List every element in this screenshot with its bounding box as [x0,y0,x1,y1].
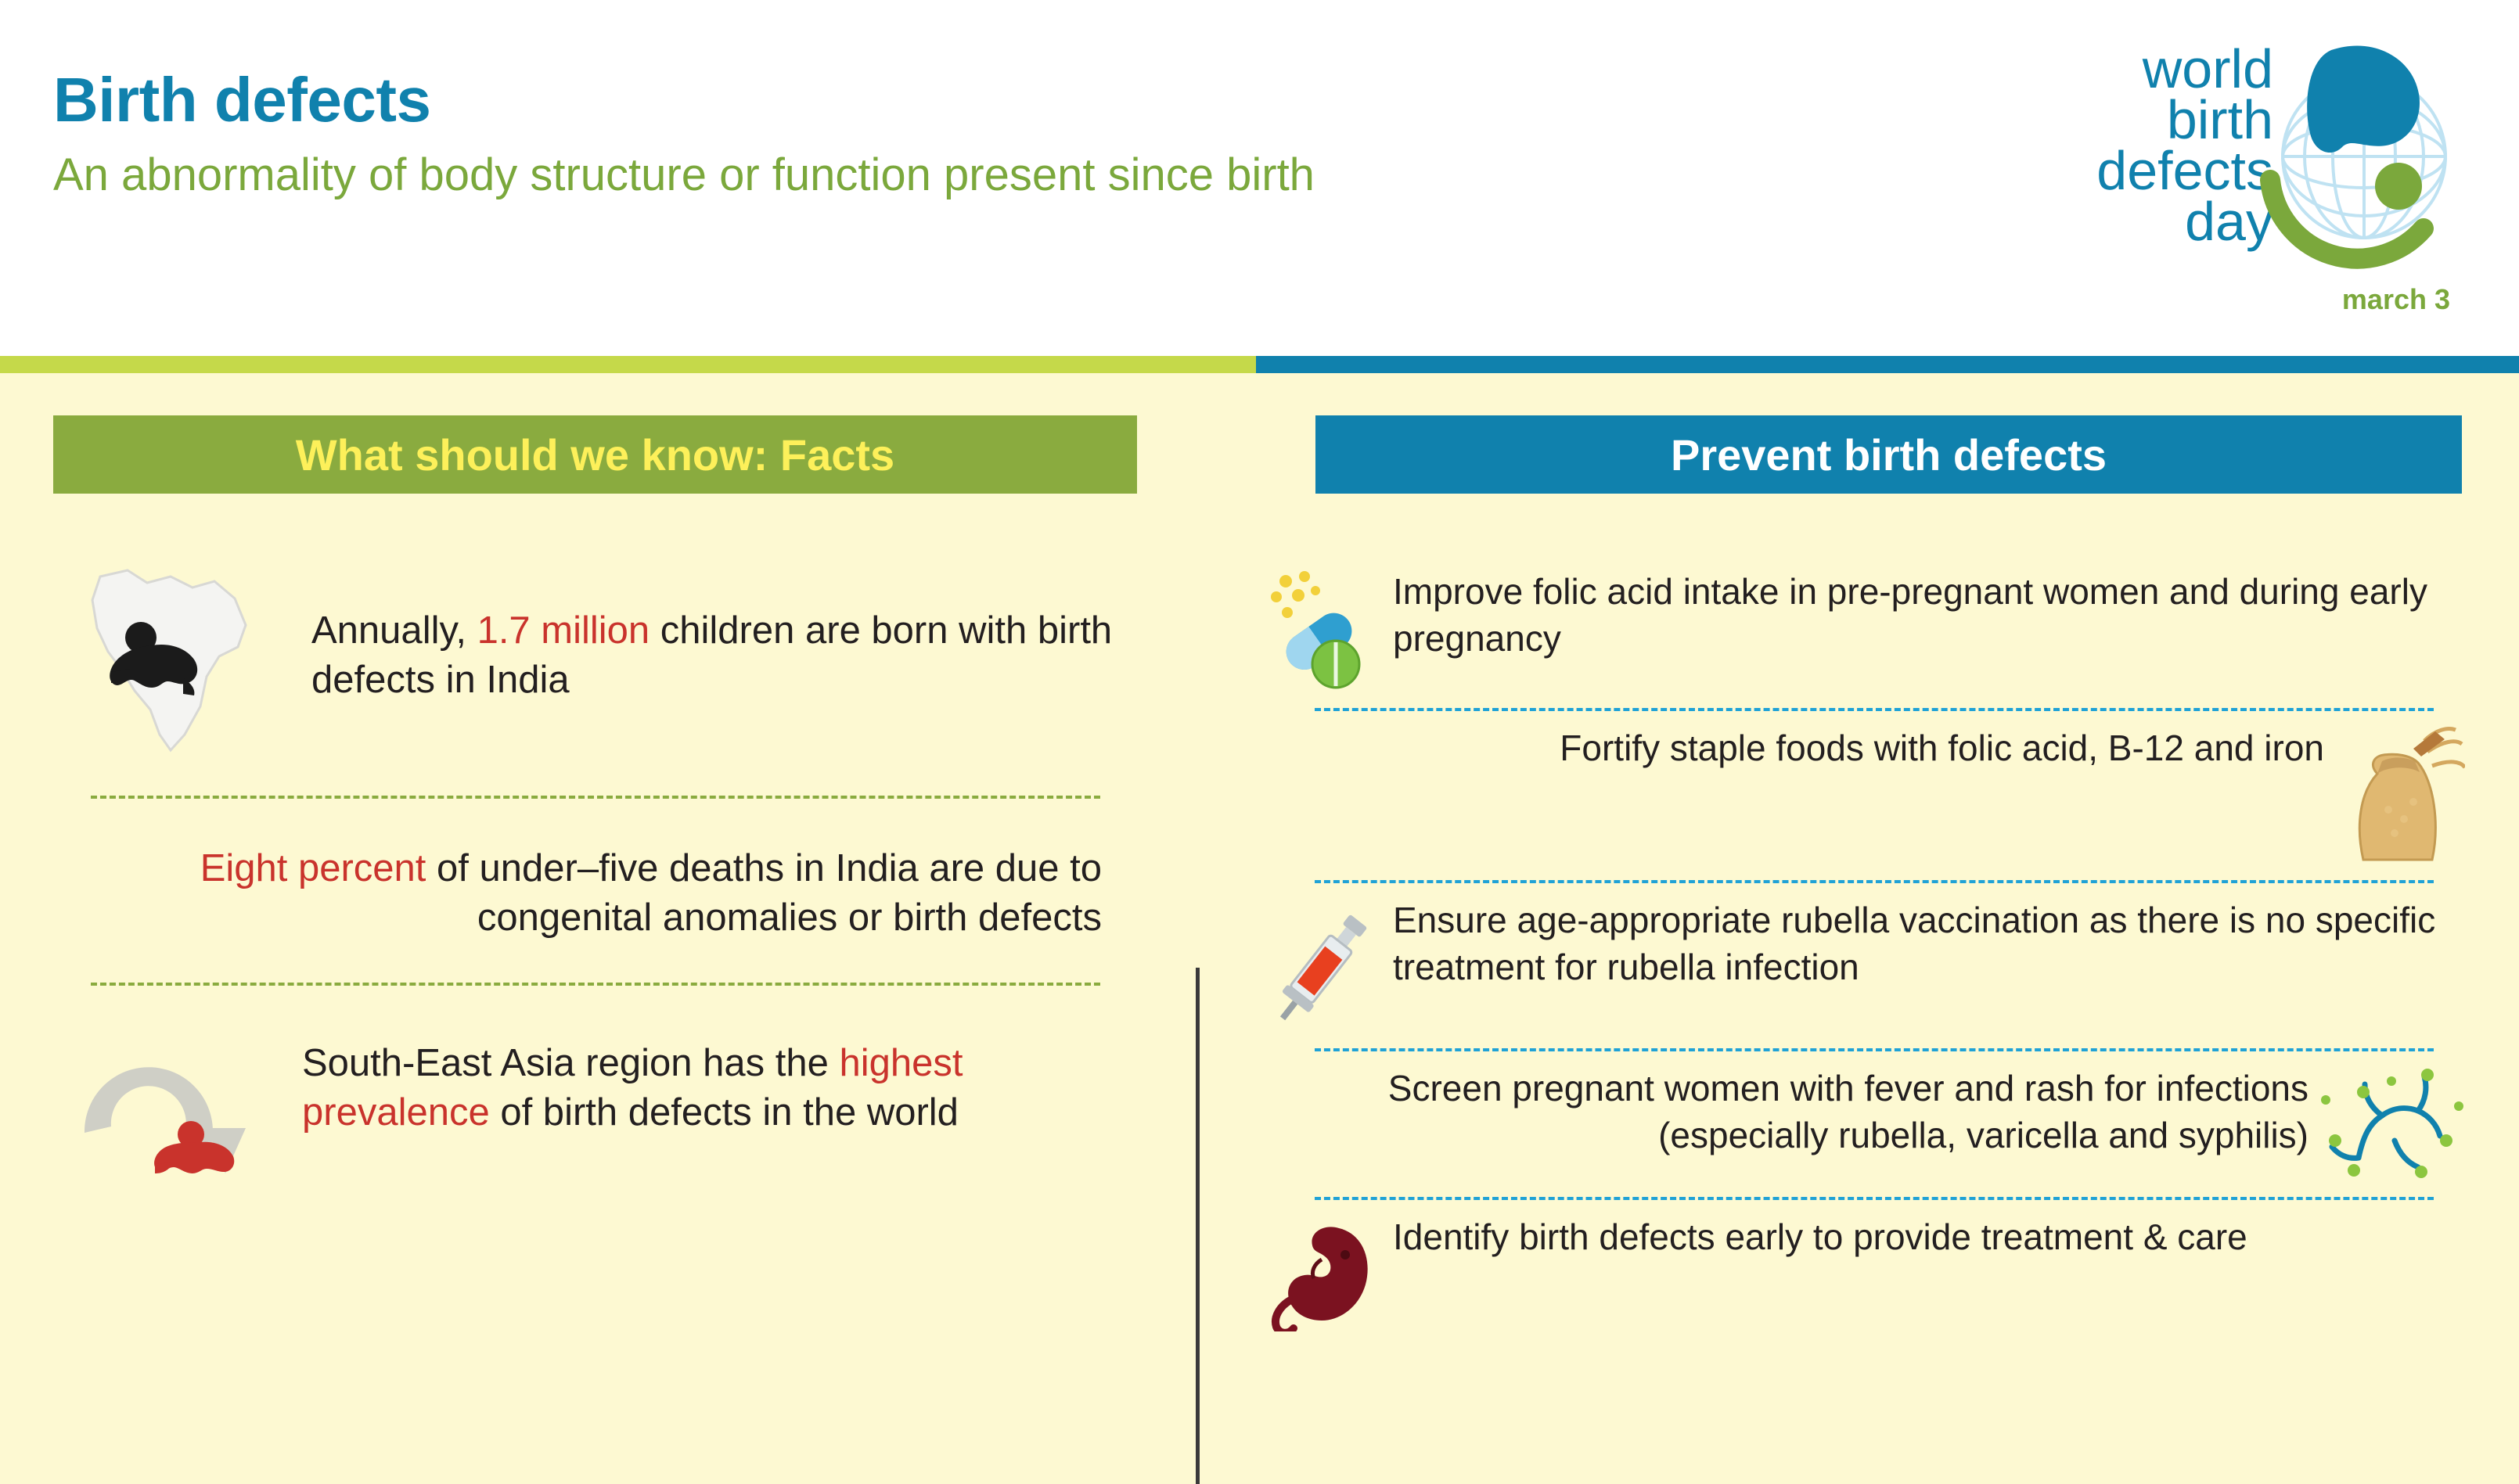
fact-1-text-after: children are born with birth defects in India [311,609,1113,701]
circular-arrow-with-baby-icon [53,1031,288,1211]
facts-list [53,553,1149,1211]
fact-1-text [311,606,1149,704]
prevent-item-2 [1252,725,2473,866]
facts-divider-1 [91,796,1100,799]
prevent-list [1252,569,2473,1331]
prevent-item-2-text: Fortify staple foods with folic acid, B-12 and iron [1560,728,2324,768]
globe-with-baby-icon [2256,39,2452,274]
prevent-item-3 [1252,897,2473,1034]
header-divider-bars [0,356,2519,373]
fact-item-2 [53,844,1149,942]
prevent-item-3-text: Ensure age-appropriate rubella vaccination as there is no specific treatment for rubella infection [1393,900,2436,987]
fact-item-3 [53,1031,1149,1211]
fact-2-text [53,844,1102,942]
fact-1-text-before: Annually, [311,609,477,652]
facts-column-heading [53,415,1137,494]
india-map-with-baby-icon [53,553,288,764]
fact-2-text-after: of under–five deaths in India are due to congenital anomalies or birth defects [426,847,1102,939]
fact-2-highlight: Eight percent [200,847,426,889]
fact-3-text-before: South-East Asia region has the [302,1042,840,1085]
logo-line-birth: birth [2166,89,2273,151]
fact-3-text-after: of birth defects in the world [489,1091,959,1134]
prevent-item-4-text: Screen pregnant women with fever and rash for infections (especially rubella, varicella and syphilis) [1387,1068,2308,1155]
title-block [53,65,1315,200]
divider-blue [1256,356,2519,373]
prevent-divider-1 [1315,708,2434,711]
page-subtitle: An abnormality of body structure or function present since birth [53,149,1315,200]
prevent-item-1 [1252,569,2473,694]
logo-line-defects: defects [2096,140,2273,202]
prevent-item-5-text: Identify birth defects early to provide treatment & care [1393,1216,2247,1257]
content-body [0,373,2519,1484]
column-separator [1196,968,1200,1484]
logo-line-world: world [2142,38,2273,99]
logo-line-day: day [2185,191,2273,253]
prevent-column-heading [1315,415,2462,494]
syringe-icon [1252,897,1393,1034]
prevent-divider-4 [1315,1197,2434,1200]
pills-capsule-icon [1252,569,1393,694]
prevent-item-4 [1252,1065,2473,1183]
divider-green [0,356,1256,373]
facts-divider-2 [91,983,1100,986]
fact-3-text [302,1039,1149,1137]
page-title: Birth defects [53,65,431,135]
prevent-heading-label: Prevent birth defects [1670,429,2107,480]
virus-cells-icon [2308,1065,2473,1183]
facts-heading-label: What should we know: Facts [295,429,895,480]
prevent-divider-2 [1315,880,2434,883]
logo-wordmark [2096,38,2273,253]
page-header [0,0,2519,356]
prevent-divider-3 [1315,1048,2434,1051]
fact-3-highlight: highest prevalence [302,1042,963,1134]
logo-date-label: march 3 [2341,283,2450,315]
fact-item-1 [53,553,1149,788]
prevent-item-1-text: Improve folic acid intake in pre-pregnant women and during early pregnancy [1393,571,2427,659]
fact-1-highlight: 1.7 million [477,609,650,652]
world-birth-defects-day-logo [2037,17,2483,322]
fetus-embryo-icon [1252,1214,1393,1331]
prevent-item-5 [1252,1214,2473,1331]
grain-sack-icon [2324,725,2473,866]
